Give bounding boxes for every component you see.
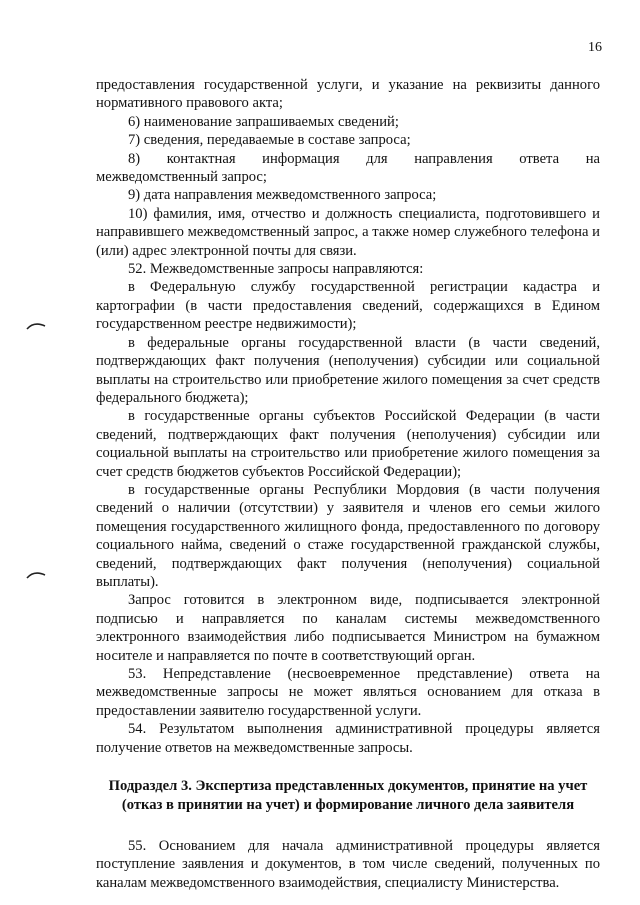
- subsection-heading: [96, 777, 600, 815]
- paragraph: в государственные органы субъектов Российской Федерации (в части сведений, подтверждающих факт получения (неполучения) субсидии или социальной выплаты на строительство или приобретение жилого помещения за счет средств бюджетов субъектов Российской Федерации);: [96, 408, 600, 480]
- arc-mark-icon: [26, 320, 46, 330]
- list-item: 10) фамилия, имя, отчество и должность специалиста, подготовившего и направившего межведомственный запрос, а также номер служебного телефона и (или) адрес электронной почты для связи.: [96, 205, 600, 259]
- list-item: 8) контактная информация для направления ответа на: [128, 150, 600, 167]
- paragraph: в Федеральную службу государственной регистрации кадастра и картографии (в части предоставления сведений, содержащихся в Едином государственном реестре недвижимости);: [96, 279, 600, 333]
- list-item-continuation: межведомственный запрос;: [96, 169, 267, 186]
- page-number: 16: [588, 40, 602, 55]
- arc-mark-icon: [26, 569, 46, 579]
- subsection-heading-line1: Подраздел 3. Экспертиза представленных документов, принятие на учет: [108, 778, 588, 795]
- paragraph: 53. Непредставление (несвоевременное представление) ответа на межведомственные запросы не может являться основанием для отказа в предоставлении заявителю государственной услуги.: [96, 666, 600, 719]
- subsection-heading-line2: (отказ в принятии на учет) и формирование личного дела заявителя: [121, 797, 575, 814]
- list-item: 6) наименование запрашиваемых сведений;: [128, 113, 399, 130]
- document-body: [96, 76, 600, 892]
- punch-mark-lower: [26, 569, 46, 579]
- list-item: 9) дата направления межведомственного запроса;: [128, 187, 437, 204]
- list-item: 7) сведения, передаваемые в составе запроса;: [128, 132, 411, 149]
- paragraph: 55. Основанием для начала административной процедуры является поступление заявления и документов, в том числе сведений, полученных по каналам межведомственного взаимодействия, специалисту Министерства.: [96, 838, 600, 891]
- paragraph: в федеральные органы государственной власти (в части сведений, подтверждающих факт получения (неполучения) субсидии или социальной выплаты на строительство или приобретение жилого помещения за счет средств федерального бюджета);: [96, 334, 600, 406]
- paragraph: Запрос готовится в электронном виде, подписывается электронной подписью и направляется по каналам системы межведомственного электронного взаимодействия либо подписывается Министром на бумажном носителе и направляется по почте в соответствующий орган.: [96, 592, 600, 664]
- paragraph: предоставления государственной услуги, и указание на реквизиты данного нормативного правового акта;: [96, 77, 600, 112]
- paragraph: 54. Результатом выполнения административной процедуры является получение ответов на межведомственные запросы.: [96, 721, 600, 756]
- paragraph: в государственные органы Республики Мордовия (в части получения сведений о наличии (отсутствии) у заявителя и членов его семьи жилого помещения государственного жилищного фонда, предоставленного по договору социального найма, сведений о стаже государственной гражданской службы, сведений, подтверждающих факт получения (неполучения) социальной выплаты).: [96, 481, 600, 590]
- paragraph: 52. Межведомственные запросы направляются:: [128, 261, 424, 278]
- punch-mark-upper: [26, 320, 46, 330]
